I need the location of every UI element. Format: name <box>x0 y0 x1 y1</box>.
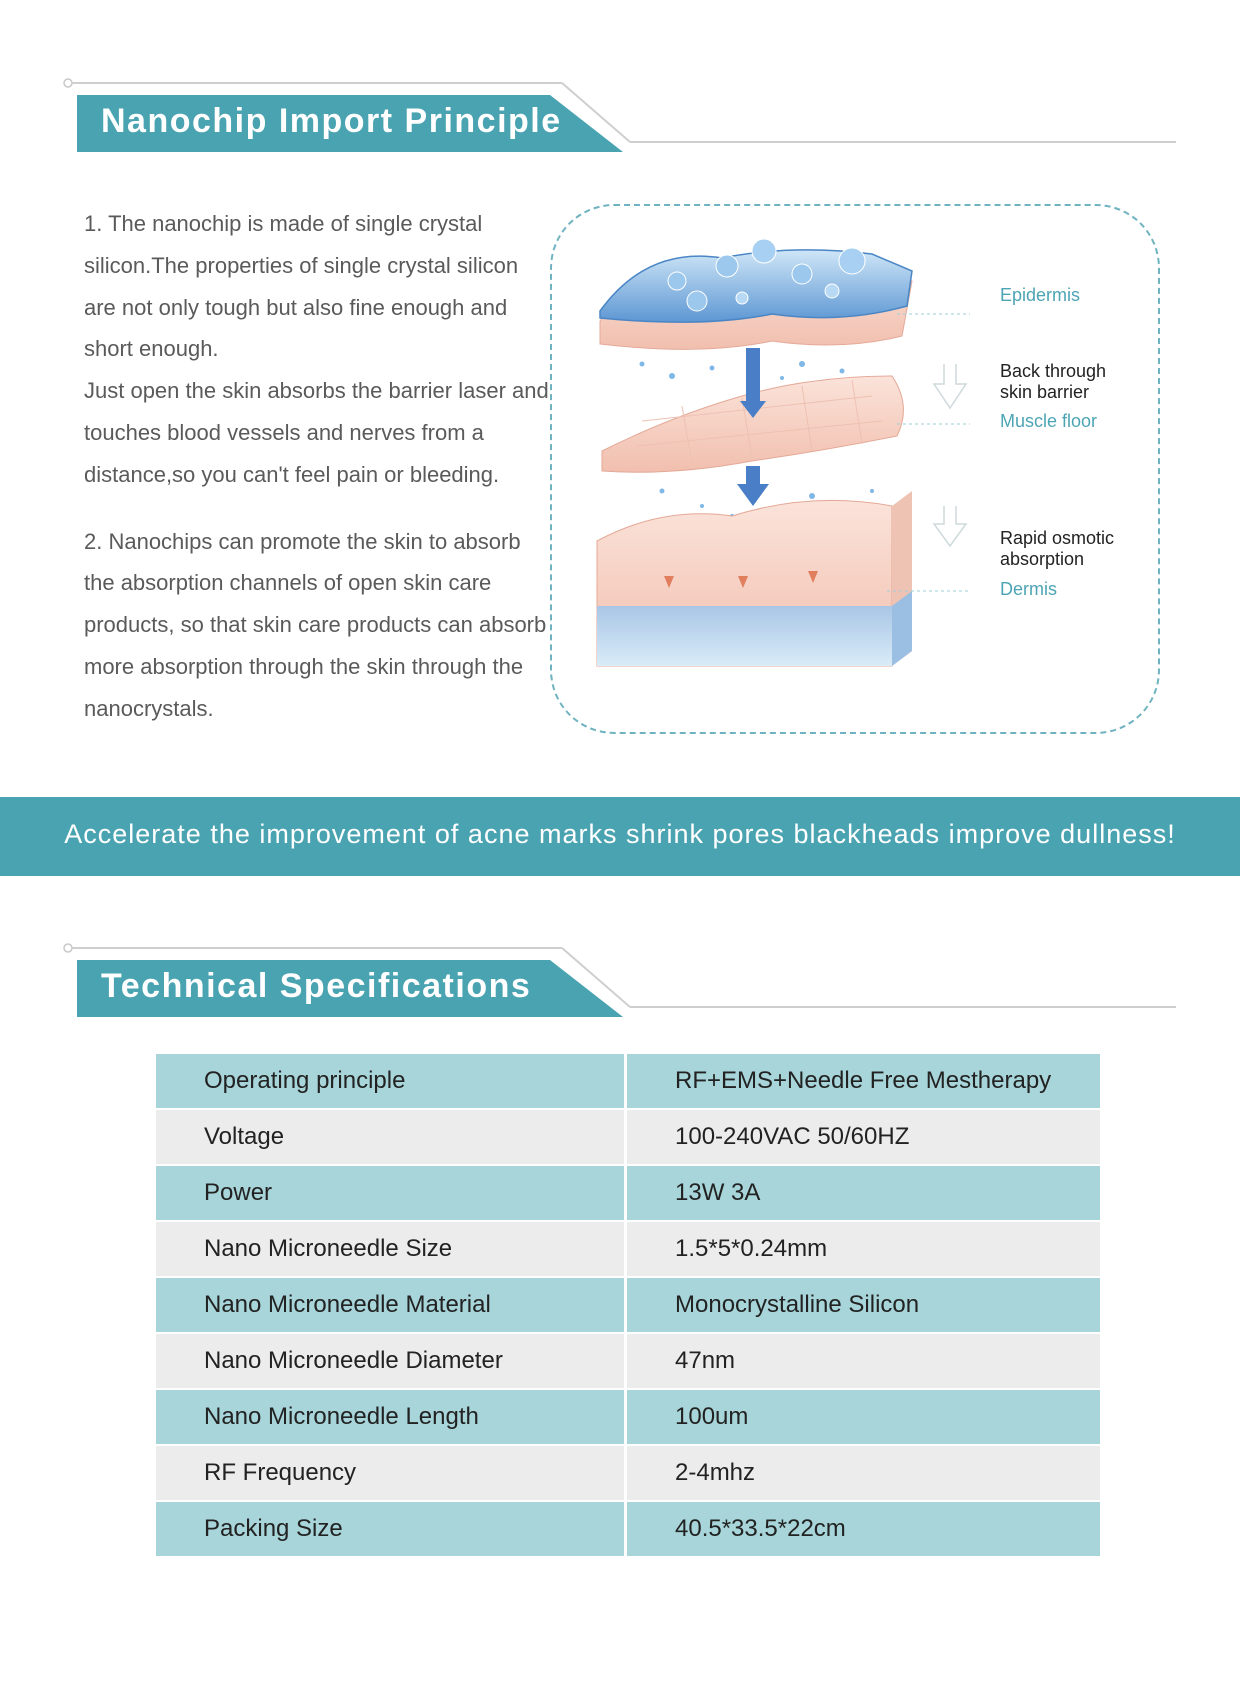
table-row <box>156 1277 1100 1333</box>
table-row <box>156 1501 1100 1557</box>
table-row <box>156 1165 1100 1221</box>
spec-value: 13W 3A <box>626 1165 1101 1221</box>
spec-value: 100-240VAC 50/60HZ <box>626 1109 1101 1165</box>
spec-value: 47nm <box>626 1333 1101 1389</box>
spec-label: RF Frequency <box>156 1445 626 1501</box>
spec-value: 40.5*33.5*22cm <box>626 1501 1101 1557</box>
spec-value: Monocrystalline Silicon <box>626 1277 1101 1333</box>
skin-layer-diagram <box>550 204 1160 734</box>
spec-label: Nano Microneedle Length <box>156 1389 626 1445</box>
promo-banner <box>0 797 1240 876</box>
spec-value: 2-4mhz <box>626 1445 1101 1501</box>
spec-label: Nano Microneedle Diameter <box>156 1333 626 1389</box>
spec-label: Nano Microneedle Material <box>156 1277 626 1333</box>
label-dermis: Dermis <box>1000 579 1057 599</box>
section-title: Technical Specifications <box>101 967 532 1005</box>
section-title: Nanochip Import Principle <box>101 102 562 140</box>
spec-label: Voltage <box>156 1109 626 1165</box>
label-epidermis: Epidermis <box>1000 285 1081 305</box>
spec-label: Operating principle <box>156 1054 626 1109</box>
paragraph-2: Just open the skin absorbs the barrier laser and touches blood vessels and nerves from a distance,so you can't feel pain or bleeding. <box>84 378 549 487</box>
table-row <box>156 1389 1100 1445</box>
spec-value: RF+EMS+Needle Free Mestherapy <box>626 1054 1101 1109</box>
paragraph-3: 2. Nanochips can promote the skin to absorb the absorption channels of open skin care products, so that skin care products can absorb more absorption through the skin through the nanocrystals. <box>84 528 547 721</box>
section-header-specs <box>0 935 1240 1035</box>
label-back-through: Back through skin barrier <box>1000 361 1107 402</box>
spec-table <box>156 1054 1100 1558</box>
spec-label: Nano Microneedle Size <box>156 1221 626 1277</box>
label-muscle-floor: Muscle floor <box>1000 411 1098 431</box>
paragraph-1: 1. The nanochip is made of single crystal silicon.The properties of single crystal silicon are not only tough but also fine enough and short enough. <box>84 211 519 362</box>
label-rapid-absorption: Rapid osmotic absorption <box>1000 528 1115 569</box>
spec-value: 1.5*5*0.24mm <box>626 1221 1101 1277</box>
table-row <box>156 1445 1100 1501</box>
table-row <box>156 1109 1100 1165</box>
table-row <box>156 1054 1100 1109</box>
section-header-principle <box>0 70 1240 170</box>
principle-text <box>84 203 554 730</box>
spec-value: 100um <box>626 1389 1101 1445</box>
spec-label: Packing Size <box>156 1501 626 1557</box>
banner-text: Accelerate the improvement of acne marks shrink pores blackheads improve dullness! <box>64 819 1176 849</box>
spec-label: Power <box>156 1165 626 1221</box>
table-row <box>156 1333 1100 1389</box>
table-row <box>156 1221 1100 1277</box>
